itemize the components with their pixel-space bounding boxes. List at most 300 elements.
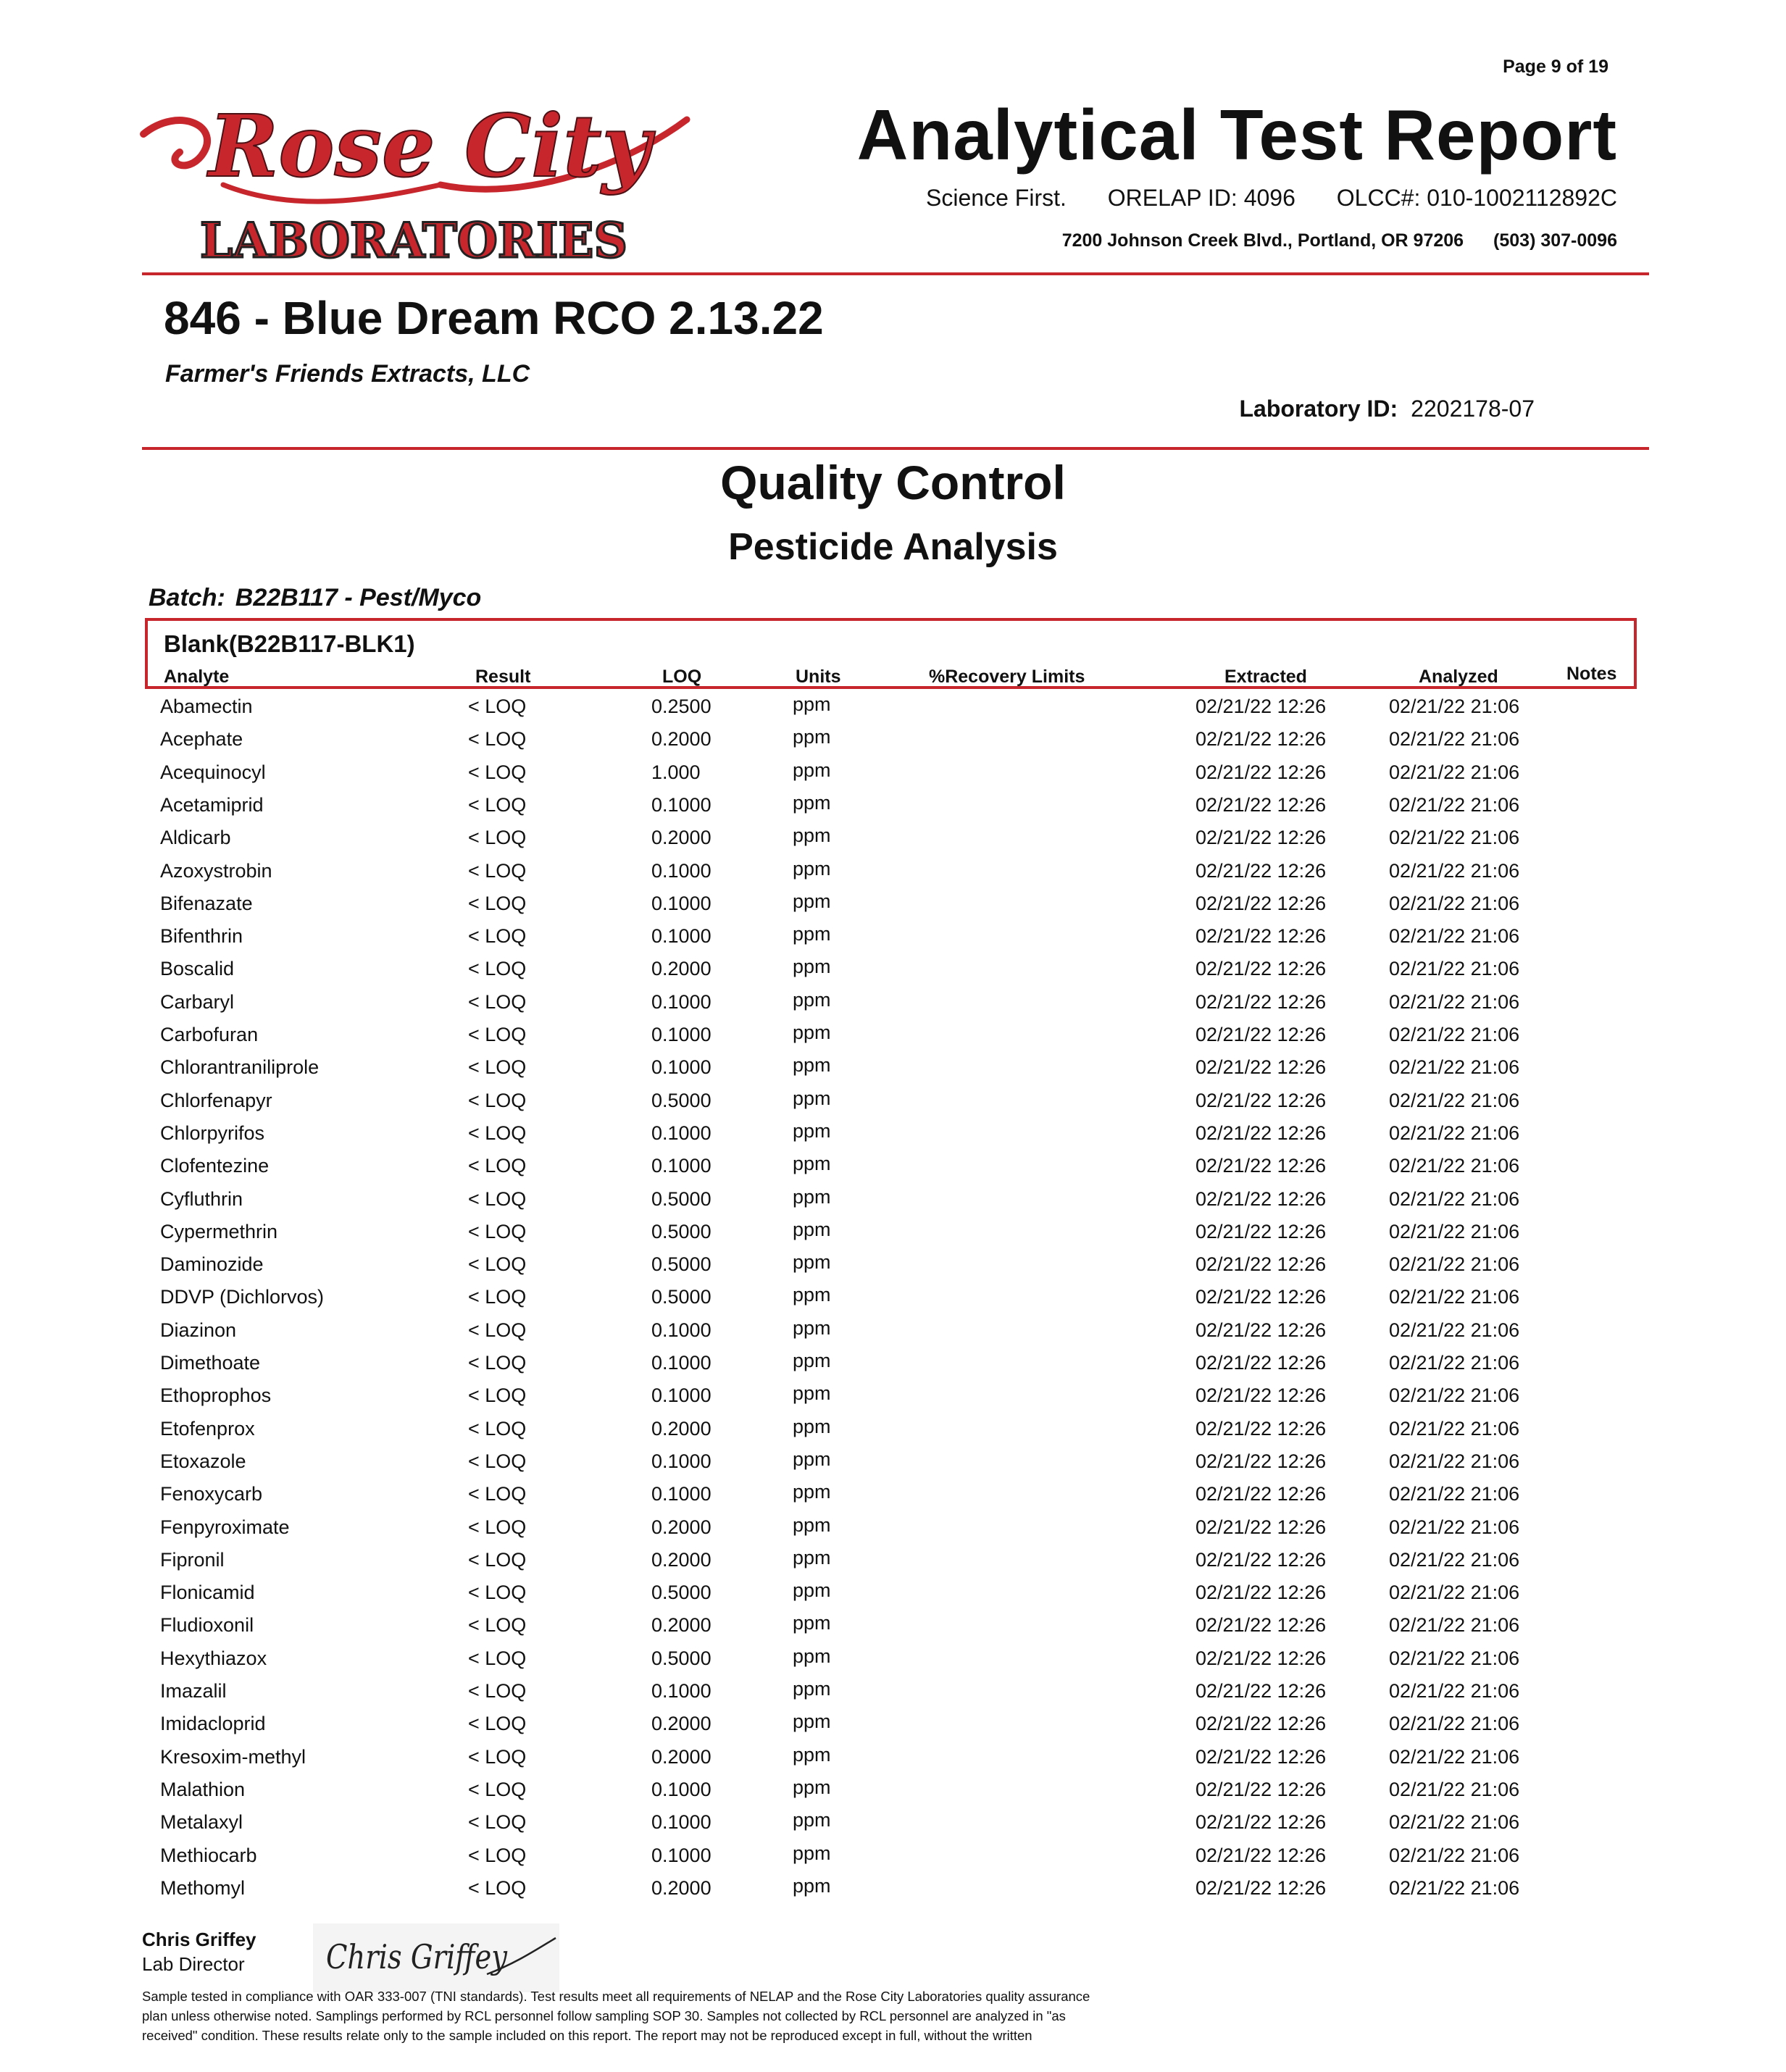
analyzed-cell: 02/21/22 21:06 bbox=[1389, 728, 1520, 751]
units-cell: ppm bbox=[793, 1054, 831, 1077]
analyte-cell: Acephate bbox=[160, 728, 243, 751]
units-cell: ppm bbox=[793, 1448, 831, 1470]
table-row bbox=[0, 1450, 1786, 1483]
analyzed-cell: 02/21/22 21:06 bbox=[1389, 827, 1520, 849]
loq-cell: 0.1000 bbox=[651, 892, 712, 914]
loq-cell: 0.1000 bbox=[651, 1056, 712, 1079]
table-row bbox=[0, 857, 1786, 893]
client-name: Farmer's Friends Extracts, LLC bbox=[165, 360, 530, 388]
result-cell: < LOQ bbox=[468, 1778, 527, 1800]
analyzed-cell: 02/21/22 21:06 bbox=[1389, 1056, 1520, 1079]
analyzed-cell: 02/21/22 21:06 bbox=[1389, 958, 1520, 980]
result-cell: < LOQ bbox=[468, 1417, 527, 1440]
analyte-cell: Etoxazole bbox=[160, 1450, 246, 1472]
loq-cell: 0.1000 bbox=[651, 1319, 712, 1341]
analyte-cell: Aldicarb bbox=[160, 827, 231, 849]
result-cell: < LOQ bbox=[468, 925, 527, 948]
result-cell: < LOQ bbox=[468, 1483, 527, 1505]
result-cell: < LOQ bbox=[468, 1614, 527, 1637]
analyte-cell: Methomyl bbox=[160, 1876, 246, 1899]
units-cell: ppm bbox=[793, 1119, 831, 1142]
extracted-cell: 02/21/22 12:26 bbox=[1195, 1352, 1327, 1374]
col-header-recovery: %Recovery Limits bbox=[929, 667, 1085, 687]
analyzed-cell: 02/21/22 21:06 bbox=[1389, 1745, 1520, 1768]
page-number: Page 9 of 19 bbox=[1503, 57, 1608, 77]
result-cell: < LOQ bbox=[468, 892, 527, 914]
logo-word-text: LABORATORIES bbox=[200, 212, 627, 269]
blank-title: Blank(B22B117-BLK1) bbox=[164, 630, 415, 657]
loq-cell: 0.2000 bbox=[651, 827, 712, 849]
result-cell: < LOQ bbox=[468, 728, 527, 751]
col-header-loq: LOQ bbox=[662, 667, 702, 687]
loq-cell: 0.2500 bbox=[651, 695, 712, 717]
analyzed-cell: 02/21/22 21:06 bbox=[1389, 1647, 1520, 1669]
extracted-cell: 02/21/22 12:26 bbox=[1195, 1483, 1327, 1505]
extracted-cell: 02/21/22 12:26 bbox=[1195, 1582, 1327, 1604]
units-cell: ppm bbox=[793, 1185, 831, 1208]
result-cell: < LOQ bbox=[468, 1089, 527, 1111]
table-row bbox=[0, 1155, 1786, 1187]
units-cell: ppm bbox=[793, 1874, 831, 1897]
extracted-cell: 02/21/22 12:26 bbox=[1195, 1319, 1327, 1341]
extracted-cell: 02/21/22 12:26 bbox=[1195, 1548, 1327, 1571]
analyzed-cell: 02/21/22 21:06 bbox=[1389, 1319, 1520, 1341]
analyte-cell: Boscalid bbox=[160, 958, 235, 980]
analyte-cell: DDVP (Dichlorvos) bbox=[160, 1286, 325, 1308]
analyte-cell: Bifenazate bbox=[160, 892, 253, 914]
batch-label: Batch: bbox=[149, 584, 225, 611]
units-cell: ppm bbox=[793, 759, 831, 781]
analyzed-cell: 02/21/22 21:06 bbox=[1389, 1778, 1520, 1800]
loq-cell: 0.2000 bbox=[651, 728, 712, 751]
analyzed-cell: 02/21/22 21:06 bbox=[1389, 1844, 1520, 1866]
loq-cell: 0.1000 bbox=[651, 1844, 712, 1866]
loq-cell: 0.1000 bbox=[651, 1024, 712, 1045]
lab-address: 7200 Johnson Creek Blvd., Portland, OR 97206 bbox=[1061, 230, 1464, 251]
loq-cell: 0.1000 bbox=[651, 1811, 712, 1834]
analyte-cell: Flonicamid bbox=[160, 1582, 255, 1604]
batch-value: B22B117 - Pest/Myco bbox=[235, 584, 482, 611]
table-row bbox=[0, 761, 1786, 794]
loq-cell: 0.5000 bbox=[651, 1089, 712, 1111]
extracted-cell: 02/21/22 12:26 bbox=[1195, 1253, 1327, 1276]
table-row bbox=[0, 1024, 1786, 1056]
loq-cell: 0.2000 bbox=[651, 1876, 712, 1899]
extracted-cell: 02/21/22 12:26 bbox=[1195, 1155, 1327, 1177]
result-cell: < LOQ bbox=[468, 1384, 527, 1407]
analyzed-cell: 02/21/22 21:06 bbox=[1389, 1384, 1520, 1407]
extracted-cell: 02/21/22 12:26 bbox=[1195, 1024, 1327, 1045]
result-cell: < LOQ bbox=[468, 1745, 527, 1768]
table-row bbox=[0, 1384, 1786, 1417]
signer-title: Lab Director bbox=[142, 1953, 245, 1975]
table-row bbox=[0, 1513, 1786, 1549]
table-row bbox=[0, 1614, 1786, 1647]
result-cell: < LOQ bbox=[468, 1844, 527, 1866]
analyte-cell: Acequinocyl bbox=[160, 761, 266, 783]
analyzed-cell: 02/21/22 21:06 bbox=[1389, 1089, 1520, 1111]
table-row bbox=[0, 1680, 1786, 1713]
loq-cell: 0.1000 bbox=[651, 793, 712, 816]
extracted-cell: 02/21/22 12:26 bbox=[1195, 1811, 1327, 1834]
units-cell: ppm bbox=[793, 1481, 831, 1503]
result-cell: < LOQ bbox=[468, 1647, 527, 1669]
analyte-cell: Kresoxim-methyl bbox=[160, 1745, 306, 1768]
result-cell: < LOQ bbox=[468, 1253, 527, 1276]
analyte-cell: Acetamiprid bbox=[160, 793, 264, 816]
table-row bbox=[0, 1811, 1786, 1844]
units-cell: ppm bbox=[793, 1842, 831, 1864]
extracted-cell: 02/21/22 12:26 bbox=[1195, 1450, 1327, 1472]
analyzed-cell: 02/21/22 21:06 bbox=[1389, 1121, 1520, 1144]
extracted-cell: 02/21/22 12:26 bbox=[1195, 761, 1327, 783]
analyte-cell: Diazinon bbox=[160, 1319, 237, 1341]
units-cell: ppm bbox=[793, 1415, 831, 1437]
analyte-cell: Fipronil bbox=[160, 1548, 225, 1571]
result-cell: < LOQ bbox=[468, 1548, 527, 1571]
extracted-cell: 02/21/22 12:26 bbox=[1195, 892, 1327, 914]
analyzed-cell: 02/21/22 21:06 bbox=[1389, 1450, 1520, 1472]
extracted-cell: 02/21/22 12:26 bbox=[1195, 990, 1327, 1013]
table-row bbox=[0, 1185, 1786, 1221]
table-row bbox=[0, 1874, 1786, 1910]
analyzed-cell: 02/21/22 21:06 bbox=[1389, 793, 1520, 816]
analyte-cell: Methiocarb bbox=[160, 1844, 257, 1866]
result-cell: < LOQ bbox=[468, 958, 527, 980]
footer-line-2: plan unless otherwise noted. Samplings performed by RCL personnel follow sampling SOP 30. Samples not collected by RCL personnel are analyzed in "as bbox=[142, 2008, 1066, 2023]
units-cell: ppm bbox=[793, 1284, 831, 1306]
analyzed-cell: 02/21/22 21:06 bbox=[1389, 859, 1520, 882]
loq-cell: 0.2000 bbox=[651, 1548, 712, 1571]
units-cell: ppm bbox=[793, 1678, 831, 1700]
loq-cell: 0.2000 bbox=[651, 1516, 712, 1538]
col-header-analyte: Analyte bbox=[164, 667, 230, 687]
table-row bbox=[0, 1483, 1786, 1516]
analyzed-cell: 02/21/22 21:06 bbox=[1389, 1352, 1520, 1374]
table-row bbox=[0, 1415, 1786, 1450]
table-row bbox=[0, 1743, 1786, 1779]
table-row bbox=[0, 1647, 1786, 1680]
table-row bbox=[0, 1579, 1786, 1614]
analyte-cell: Cypermethrin bbox=[160, 1220, 278, 1242]
analyzed-cell: 02/21/22 21:06 bbox=[1389, 1155, 1520, 1177]
extracted-cell: 02/21/22 12:26 bbox=[1195, 958, 1327, 980]
loq-cell: 0.5000 bbox=[651, 1253, 712, 1276]
loq-cell: 0.1000 bbox=[651, 1155, 712, 1177]
loq-cell: 0.5000 bbox=[651, 1286, 712, 1308]
analyte-cell: Chlorpyrifos bbox=[160, 1121, 265, 1144]
analyzed-cell: 02/21/22 21:06 bbox=[1389, 1582, 1520, 1604]
units-cell: ppm bbox=[793, 1579, 831, 1602]
analyzed-cell: 02/21/22 21:06 bbox=[1389, 1220, 1520, 1242]
table-row bbox=[0, 1218, 1786, 1253]
analyzed-cell: 02/21/22 21:06 bbox=[1389, 1614, 1520, 1637]
orelap-id: ORELAP ID: 4096 bbox=[1107, 185, 1295, 211]
units-cell: ppm bbox=[793, 1251, 831, 1274]
extracted-cell: 02/21/22 12:26 bbox=[1195, 1089, 1327, 1111]
result-cell: < LOQ bbox=[468, 1876, 527, 1899]
signer-block bbox=[142, 1927, 256, 1976]
table-row bbox=[0, 1776, 1786, 1811]
extracted-cell: 02/21/22 12:26 bbox=[1195, 1844, 1327, 1866]
loq-cell: 0.5000 bbox=[651, 1187, 712, 1210]
loq-cell: 0.1000 bbox=[651, 1680, 712, 1702]
analyte-cell: Fenpyroximate bbox=[160, 1516, 290, 1538]
laboratory-id bbox=[1239, 396, 1535, 422]
units-cell: ppm bbox=[793, 693, 831, 715]
table-row bbox=[0, 1056, 1786, 1089]
analyzed-cell: 02/21/22 21:06 bbox=[1389, 1713, 1520, 1735]
extracted-cell: 02/21/22 12:26 bbox=[1195, 1417, 1327, 1440]
units-cell: ppm bbox=[793, 1513, 831, 1536]
extracted-cell: 02/21/22 12:26 bbox=[1195, 859, 1327, 882]
extracted-cell: 02/21/22 12:26 bbox=[1195, 1056, 1327, 1079]
logo-script-text: Rose City bbox=[206, 96, 656, 196]
loq-cell: 0.2000 bbox=[651, 1713, 712, 1735]
col-header-notes: Notes bbox=[1566, 664, 1617, 684]
tagline: Science First. bbox=[926, 185, 1067, 211]
analyte-cell: Fenoxycarb bbox=[160, 1483, 263, 1505]
analyte-cell: Imazalil bbox=[160, 1680, 227, 1702]
batch-line bbox=[149, 584, 481, 612]
analyte-cell: Hexythiazox bbox=[160, 1647, 267, 1669]
sample-name: 846 - Blue Dream RCO 2.13.22 bbox=[164, 292, 824, 344]
result-cell: < LOQ bbox=[468, 1582, 527, 1604]
rose-city-logo bbox=[136, 76, 701, 272]
analyte-cell: Azoxystrobin bbox=[160, 859, 272, 882]
signer-name: Chris Griffey bbox=[142, 1929, 256, 1950]
loq-cell: 0.5000 bbox=[651, 1220, 712, 1242]
units-cell: ppm bbox=[793, 988, 831, 1011]
analyzed-cell: 02/21/22 21:06 bbox=[1389, 1516, 1520, 1538]
units-cell: ppm bbox=[793, 923, 831, 945]
extracted-cell: 02/21/22 12:26 bbox=[1195, 1614, 1327, 1637]
result-cell: < LOQ bbox=[468, 1516, 527, 1538]
analyte-cell: Imidacloprid bbox=[160, 1713, 266, 1735]
analyzed-cell: 02/21/22 21:06 bbox=[1389, 695, 1520, 717]
analyzed-cell: 02/21/22 21:06 bbox=[1389, 1876, 1520, 1899]
units-cell: ppm bbox=[793, 1743, 831, 1766]
analyzed-cell: 02/21/22 21:06 bbox=[1389, 925, 1520, 948]
table-row bbox=[0, 890, 1786, 925]
section-title: Quality Control bbox=[720, 456, 1066, 509]
analyzed-cell: 02/21/22 21:06 bbox=[1389, 990, 1520, 1013]
extracted-cell: 02/21/22 12:26 bbox=[1195, 1384, 1327, 1407]
result-cell: < LOQ bbox=[468, 1319, 527, 1341]
result-cell: < LOQ bbox=[468, 1713, 527, 1735]
extracted-cell: 02/21/22 12:26 bbox=[1195, 1121, 1327, 1144]
extracted-cell: 02/21/22 12:26 bbox=[1195, 728, 1327, 751]
table-row bbox=[0, 1119, 1786, 1155]
result-cell: < LOQ bbox=[468, 1187, 527, 1210]
table-row bbox=[0, 988, 1786, 1024]
extracted-cell: 02/21/22 12:26 bbox=[1195, 1516, 1327, 1538]
extracted-cell: 02/21/22 12:26 bbox=[1195, 1647, 1327, 1669]
units-cell: ppm bbox=[793, 791, 831, 814]
analyte-cell: Chlorantraniliprole bbox=[160, 1056, 320, 1079]
analyte-cell: Bifenthrin bbox=[160, 925, 243, 948]
result-cell: < LOQ bbox=[468, 990, 527, 1013]
units-cell: ppm bbox=[793, 1645, 831, 1667]
units-cell: ppm bbox=[793, 1382, 831, 1405]
extracted-cell: 02/21/22 12:26 bbox=[1195, 1876, 1327, 1899]
analyzed-cell: 02/21/22 21:06 bbox=[1389, 761, 1520, 783]
loq-cell: 0.2000 bbox=[651, 1614, 712, 1637]
analyte-cell: Daminozide bbox=[160, 1253, 264, 1276]
analyte-cell: Fludioxonil bbox=[160, 1614, 254, 1637]
table-row bbox=[0, 1842, 1786, 1877]
units-cell: ppm bbox=[793, 1776, 831, 1798]
analyte-cell: Etofenprox bbox=[160, 1417, 255, 1440]
extracted-cell: 02/21/22 12:26 bbox=[1195, 925, 1327, 948]
sample-divider bbox=[142, 447, 1649, 450]
compliance-footer bbox=[142, 1987, 1280, 2045]
result-cell: < LOQ bbox=[468, 695, 527, 717]
extracted-cell: 02/21/22 12:26 bbox=[1195, 1745, 1327, 1768]
loq-cell: 0.1000 bbox=[651, 1384, 712, 1407]
table-row bbox=[0, 728, 1786, 761]
loq-cell: 0.1000 bbox=[651, 990, 712, 1013]
analyte-cell: Chlorfenapyr bbox=[160, 1089, 272, 1111]
loq-cell: 0.2000 bbox=[651, 1745, 712, 1768]
laboratory-id-value: 2202178-07 bbox=[1411, 396, 1535, 422]
signature-image bbox=[313, 1923, 559, 1992]
loq-cell: 0.2000 bbox=[651, 958, 712, 980]
footer-line-3: received" condition. These results relate only to the sample included on this report. The report may not be reproduced except in full, without the written bbox=[142, 2028, 1032, 2043]
table-row bbox=[0, 1316, 1786, 1352]
loq-cell: 0.5000 bbox=[651, 1647, 712, 1669]
result-cell: < LOQ bbox=[468, 1024, 527, 1045]
loq-cell: 0.1000 bbox=[651, 1450, 712, 1472]
extracted-cell: 02/21/22 12:26 bbox=[1195, 695, 1327, 717]
units-cell: ppm bbox=[793, 1087, 831, 1109]
table-row bbox=[0, 1286, 1786, 1319]
result-cell: < LOQ bbox=[468, 859, 527, 882]
analyzed-cell: 02/21/22 21:06 bbox=[1389, 892, 1520, 914]
lab-address-line bbox=[1062, 230, 1617, 251]
extracted-cell: 02/21/22 12:26 bbox=[1195, 793, 1327, 816]
units-cell: ppm bbox=[793, 1546, 831, 1568]
footer-line-1: Sample tested in compliance with OAR 333-007 (TNI standards). Test results meet all requirements of NELAP and the Rose City Laboratories quality assurance bbox=[142, 1989, 1090, 2004]
lab-credentials bbox=[926, 185, 1617, 212]
result-cell: < LOQ bbox=[468, 827, 527, 849]
loq-cell: 0.5000 bbox=[651, 1582, 712, 1604]
report-title: Analytical Test Report bbox=[856, 95, 1617, 175]
result-cell: < LOQ bbox=[468, 1680, 527, 1702]
table-row bbox=[0, 1087, 1786, 1122]
extracted-cell: 02/21/22 12:26 bbox=[1195, 1187, 1327, 1210]
result-cell: < LOQ bbox=[468, 1286, 527, 1308]
units-cell: ppm bbox=[793, 1350, 831, 1371]
loq-cell: 0.1000 bbox=[651, 859, 712, 882]
units-cell: ppm bbox=[793, 1809, 831, 1831]
extracted-cell: 02/21/22 12:26 bbox=[1195, 1286, 1327, 1308]
result-cell: < LOQ bbox=[468, 1155, 527, 1177]
lab-phone: (503) 307-0096 bbox=[1493, 230, 1617, 251]
analyzed-cell: 02/21/22 21:06 bbox=[1389, 1024, 1520, 1045]
extracted-cell: 02/21/22 12:26 bbox=[1195, 827, 1327, 849]
extracted-cell: 02/21/22 12:26 bbox=[1195, 1220, 1327, 1242]
extracted-cell: 02/21/22 12:26 bbox=[1195, 1778, 1327, 1800]
loq-cell: 0.2000 bbox=[651, 1417, 712, 1440]
units-cell: ppm bbox=[793, 1710, 831, 1733]
analyzed-cell: 02/21/22 21:06 bbox=[1389, 1680, 1520, 1702]
result-cell: < LOQ bbox=[468, 1450, 527, 1472]
col-header-analyzed: Analyzed bbox=[1419, 667, 1498, 687]
units-cell: ppm bbox=[793, 956, 831, 978]
analyte-cell: Carbofuran bbox=[160, 1024, 259, 1045]
loq-cell: 0.1000 bbox=[651, 1778, 712, 1800]
units-cell: ppm bbox=[793, 890, 831, 912]
units-cell: ppm bbox=[793, 1218, 831, 1240]
analyzed-cell: 02/21/22 21:06 bbox=[1389, 1286, 1520, 1308]
signature-text: Chris Griffey bbox=[326, 1937, 508, 1976]
analyzed-cell: 02/21/22 21:06 bbox=[1389, 1483, 1520, 1505]
loq-cell: 0.1000 bbox=[651, 1483, 712, 1505]
table-row bbox=[0, 1253, 1786, 1286]
extracted-cell: 02/21/22 12:26 bbox=[1195, 1680, 1327, 1702]
table-row bbox=[0, 1352, 1786, 1384]
col-header-extracted: Extracted bbox=[1224, 667, 1307, 687]
table-row bbox=[0, 695, 1786, 728]
section-subtitle: Pesticide Analysis bbox=[728, 526, 1058, 568]
result-cell: < LOQ bbox=[468, 761, 527, 783]
units-cell: ppm bbox=[793, 1316, 831, 1339]
result-cell: < LOQ bbox=[468, 1056, 527, 1079]
units-cell: ppm bbox=[793, 857, 831, 880]
analyte-cell: Abamectin bbox=[160, 695, 253, 717]
analyte-cell: Metalaxyl bbox=[160, 1811, 243, 1834]
olcc-number: OLCC#: 010-1002112892C bbox=[1336, 185, 1617, 211]
col-header-result: Result bbox=[475, 667, 531, 687]
result-cell: < LOQ bbox=[468, 793, 527, 816]
analyzed-cell: 02/21/22 21:06 bbox=[1389, 1187, 1520, 1210]
result-cell: < LOQ bbox=[468, 1811, 527, 1834]
units-cell: ppm bbox=[793, 1153, 831, 1175]
analyzed-cell: 02/21/22 21:06 bbox=[1389, 1253, 1520, 1276]
analyte-cell: Dimethoate bbox=[160, 1352, 261, 1374]
extracted-cell: 02/21/22 12:26 bbox=[1195, 1713, 1327, 1735]
analyzed-cell: 02/21/22 21:06 bbox=[1389, 1811, 1520, 1834]
analyte-cell: Carbaryl bbox=[160, 990, 235, 1013]
units-cell: ppm bbox=[793, 1612, 831, 1634]
laboratory-id-label: Laboratory ID: bbox=[1239, 396, 1398, 422]
analyte-cell: Clofentezine bbox=[160, 1155, 270, 1177]
loq-cell: 1.000 bbox=[651, 761, 701, 783]
col-header-units: Units bbox=[796, 667, 841, 687]
loq-cell: 0.1000 bbox=[651, 1352, 712, 1374]
units-cell: ppm bbox=[793, 824, 831, 847]
table-row bbox=[0, 958, 1786, 990]
header-divider bbox=[142, 272, 1649, 275]
analyte-cell: Ethoprophos bbox=[160, 1384, 272, 1407]
loq-cell: 0.1000 bbox=[651, 925, 712, 948]
analyte-cell: Cyfluthrin bbox=[160, 1187, 243, 1210]
table-row bbox=[0, 1710, 1786, 1745]
result-cell: < LOQ bbox=[468, 1220, 527, 1242]
table-row bbox=[0, 1546, 1786, 1582]
table-row bbox=[0, 925, 1786, 958]
analyte-cell: Malathion bbox=[160, 1778, 246, 1800]
table-row bbox=[0, 791, 1786, 827]
table-row bbox=[0, 824, 1786, 859]
analyzed-cell: 02/21/22 21:06 bbox=[1389, 1548, 1520, 1571]
analyzed-cell: 02/21/22 21:06 bbox=[1389, 1417, 1520, 1440]
result-cell: < LOQ bbox=[468, 1352, 527, 1374]
result-cell: < LOQ bbox=[468, 1121, 527, 1144]
units-cell: ppm bbox=[793, 726, 831, 748]
loq-cell: 0.1000 bbox=[651, 1121, 712, 1144]
